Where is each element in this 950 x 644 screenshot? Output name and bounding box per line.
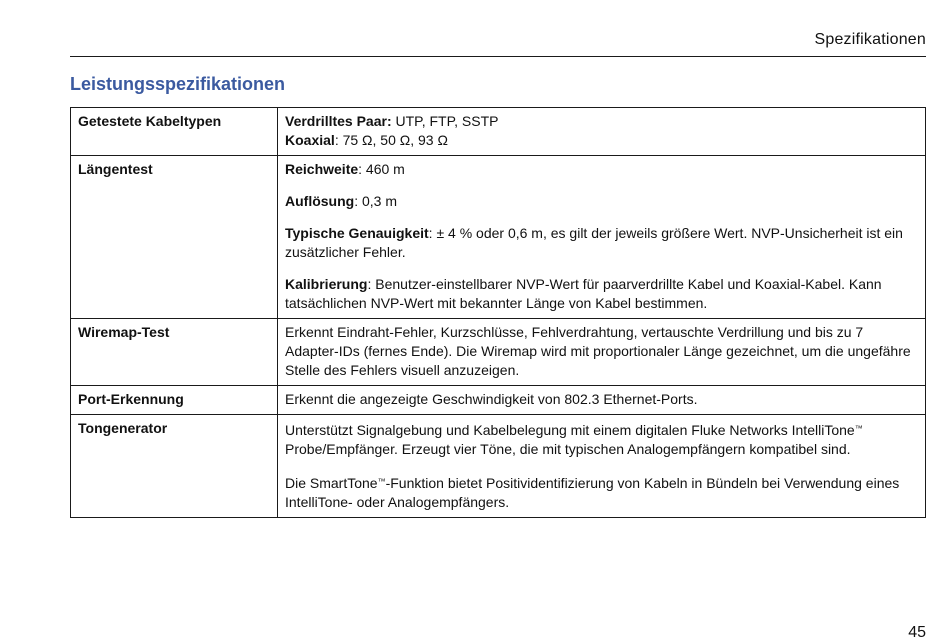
table-row	[71, 156, 926, 319]
spec-paragraph: Erkennt die angezeigte Geschwindigkeit von 802.3 Ethernet-Ports.	[285, 391, 698, 407]
spec-term: Auflösung	[285, 193, 355, 209]
table-row	[71, 415, 926, 518]
spec-text: Die SmartTone	[285, 475, 378, 491]
spec-text: : 0,3 m	[354, 193, 398, 209]
spec-text: : ± 4 % oder 0,6 m, es gilt der jeweils größere Wert. NVP-Unsicherheit ist ein zusätzlicher Fehler.	[285, 225, 903, 260]
row-value-wiremap-test	[278, 319, 926, 386]
spec-text: : Benutzer-einstellbarer NVP-Wert für paarverdrillte Kabel und Koaxial-Kabel. Kann tatsächlichen NVP-Wert mit bekannter Länge von Kabel bestimmen.	[285, 276, 882, 311]
row-value-port-detection	[278, 386, 926, 415]
spec-paragraph	[285, 224, 917, 262]
spec-paragraph	[285, 472, 917, 512]
page-number: 45	[908, 624, 926, 641]
spec-paragraph	[285, 275, 917, 313]
spec-paragraph: Erkennt Eindraht-Fehler, Kurzschlüsse, Fehlverdrahtung, vertauschte Verdrillung und bis zu 7 Adapter-IDs (fernes Ende). Die Wiremap wird mit proportionaler Länge gezeichnet, um die ungefähre Stelle des Fehlers visuell anzuzeigen.	[285, 324, 911, 378]
spec-text: : 75 Ω, 50 Ω, 93 Ω	[334, 132, 448, 148]
row-label-tone-generator: Tongenerator	[71, 415, 278, 518]
row-value-cable-types	[278, 108, 926, 156]
row-label-port-detection: Port-Erkennung	[71, 386, 278, 415]
spec-paragraph	[285, 192, 917, 211]
row-label-wiremap-test: Wiremap-Test	[71, 319, 278, 386]
page-header-title: Spezifikationen	[814, 31, 926, 48]
spec-term: Koaxial	[285, 132, 335, 148]
trademark-symbol: ™	[854, 424, 863, 433]
table-row	[71, 386, 926, 415]
row-label-cable-types: Getestete Kabeltypen	[71, 108, 278, 156]
spec-term: Kalibrierung	[285, 276, 368, 292]
specifications-table	[70, 107, 926, 518]
spec-line	[285, 112, 917, 131]
row-value-tone-generator	[278, 415, 926, 518]
spec-text: Probe/Empfänger. Erzeugt vier Töne, die mit typischen Analogempfängern kompatibel sind.	[285, 441, 851, 457]
spec-text: UTP, FTP, SSTP	[391, 113, 499, 129]
spec-text: : 460 m	[358, 161, 405, 177]
spec-line	[285, 131, 917, 150]
spec-text: -Funktion bietet Positividentifizierung von Kabeln in Bündeln bei Verwendung eines IntelliTone- oder Analogempfängers.	[285, 475, 900, 510]
section-title: Leistungsspezifikationen	[70, 74, 286, 94]
table-row	[71, 108, 926, 156]
table-row	[71, 319, 926, 386]
spec-text: Unterstützt Signalgebung und Kabelbelegung mit einem digitalen Fluke Networks IntelliTone	[285, 422, 855, 438]
header-rule	[70, 56, 926, 57]
trademark-symbol: ™	[377, 477, 386, 486]
spec-term: Verdrilltes Paar:	[285, 113, 392, 129]
row-label-length-test: Längentest	[71, 156, 278, 319]
spec-paragraph	[285, 419, 917, 459]
spec-term: Reichweite	[285, 161, 359, 177]
spec-paragraph	[285, 160, 917, 179]
row-value-length-test	[278, 156, 926, 319]
spec-term: Typische Genauigkeit	[285, 225, 429, 241]
